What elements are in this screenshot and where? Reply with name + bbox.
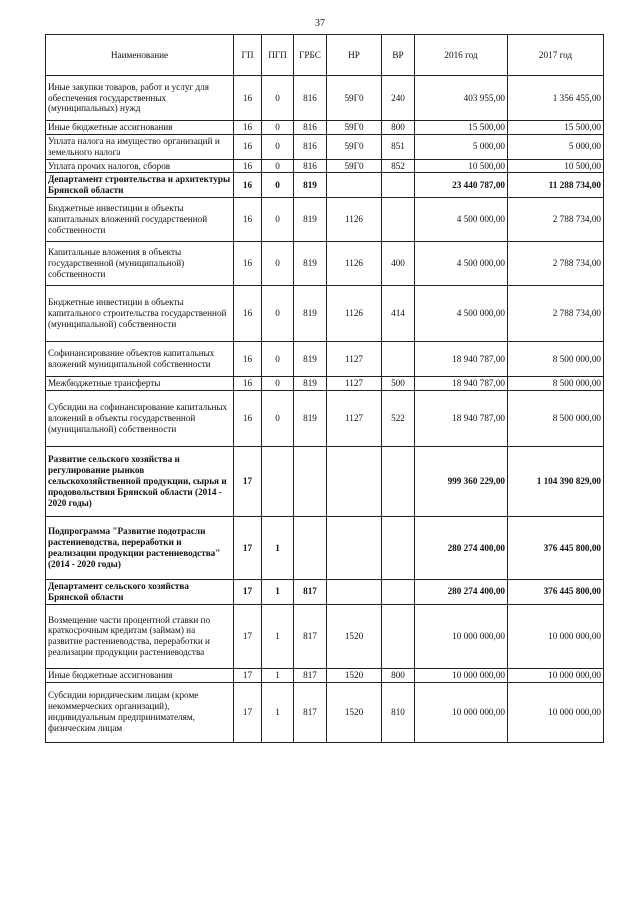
row-pgp: 1: [262, 668, 294, 682]
row-vr: [382, 198, 415, 242]
row-nr: 59Г0: [327, 159, 382, 173]
row-2017: 1 104 390 829,00: [508, 447, 604, 517]
row-grbs: 819: [294, 173, 327, 198]
row-nr: 1127: [327, 391, 382, 447]
table-row: [46, 391, 604, 447]
table-row: [46, 682, 604, 742]
row-name: Субсидии юридическим лицам (кроме некоммерческих организаций), индивидуальным предпринимателям, физическим лицам: [46, 682, 234, 742]
row-pgp: 0: [262, 286, 294, 342]
row-2016: 10 000 000,00: [415, 604, 508, 668]
header-2017: 2017 год: [508, 35, 604, 76]
table-row: [46, 377, 604, 391]
row-nr: 1126: [327, 198, 382, 242]
table-row: [46, 121, 604, 135]
row-grbs: 816: [294, 134, 327, 159]
row-vr: [382, 173, 415, 198]
row-name: Капитальные вложения в объекты государственной (муниципальной) собственности: [46, 242, 234, 286]
table-row: [46, 76, 604, 121]
row-2017: 8 500 000,00: [508, 342, 604, 377]
table-row: [46, 447, 604, 517]
header-2016: 2016 год: [415, 35, 508, 76]
table-row: [46, 668, 604, 682]
row-2017: 2 788 734,00: [508, 242, 604, 286]
header-nr: НР: [327, 35, 382, 76]
row-nr: 1520: [327, 604, 382, 668]
row-2016: 280 274 400,00: [415, 580, 508, 605]
row-2016: 4 500 000,00: [415, 242, 508, 286]
row-nr: 1126: [327, 242, 382, 286]
row-vr: 240: [382, 76, 415, 121]
row-pgp: 1: [262, 604, 294, 668]
row-pgp: 0: [262, 342, 294, 377]
row-pgp: 0: [262, 173, 294, 198]
row-grbs: 819: [294, 198, 327, 242]
row-nr: [327, 173, 382, 198]
row-grbs: 819: [294, 286, 327, 342]
page-number: 37: [315, 18, 325, 29]
header-grbs: ГРБС: [294, 35, 327, 76]
row-nr: 59Г0: [327, 76, 382, 121]
row-pgp: 0: [262, 377, 294, 391]
row-vr: 400: [382, 242, 415, 286]
row-name: Иные закупки товаров, работ и услуг для обеспечения государственных (муниципальных) нужд: [46, 76, 234, 121]
row-name: Подпрограмма "Развитие подотрасли растениеводства, переработки и реализации продукции растениеводства" (2014 - 2020 годы): [46, 517, 234, 580]
table-row: [46, 134, 604, 159]
table-row: [46, 342, 604, 377]
row-2016: 18 940 787,00: [415, 342, 508, 377]
row-nr: 1520: [327, 668, 382, 682]
row-grbs: 816: [294, 159, 327, 173]
row-gp: 16: [234, 377, 262, 391]
row-pgp: 1: [262, 580, 294, 605]
row-gp: 17: [234, 517, 262, 580]
row-vr: 500: [382, 377, 415, 391]
table-row: [46, 159, 604, 173]
header-name: Наименование: [46, 35, 234, 76]
row-vr: 810: [382, 682, 415, 742]
row-nr: [327, 580, 382, 605]
row-pgp: 0: [262, 242, 294, 286]
row-2016: 403 955,00: [415, 76, 508, 121]
row-2017: 1 356 455,00: [508, 76, 604, 121]
row-grbs: 817: [294, 580, 327, 605]
row-2016: 18 940 787,00: [415, 391, 508, 447]
row-2016: 5 000,00: [415, 134, 508, 159]
row-pgp: 0: [262, 134, 294, 159]
row-name: Развитие сельского хозяйства и регулирование рынков сельскохозяйственной продукции, сырья и продовольствия Брянской области (2014 - 2020 годы): [46, 447, 234, 517]
row-2016: 10 000 000,00: [415, 668, 508, 682]
table-header-row: [46, 35, 604, 76]
row-pgp: 0: [262, 159, 294, 173]
row-name: Межбюджетные трансферты: [46, 377, 234, 391]
row-2017: 5 000,00: [508, 134, 604, 159]
row-pgp: 1: [262, 682, 294, 742]
row-vr: 414: [382, 286, 415, 342]
row-grbs: 817: [294, 668, 327, 682]
row-name: Бюджетные инвестиции в объекты капитального строительства государственной (муниципальной) собственности: [46, 286, 234, 342]
row-2016: 280 274 400,00: [415, 517, 508, 580]
row-nr: [327, 517, 382, 580]
header-pgp: ПГП: [262, 35, 294, 76]
row-grbs: 819: [294, 391, 327, 447]
row-vr: 851: [382, 134, 415, 159]
row-2016: 4 500 000,00: [415, 286, 508, 342]
header-gp: ГП: [234, 35, 262, 76]
row-pgp: 0: [262, 76, 294, 121]
row-2016: 23 440 787,00: [415, 173, 508, 198]
row-gp: 17: [234, 682, 262, 742]
table-row: [46, 604, 604, 668]
row-2016: 15 500,00: [415, 121, 508, 135]
row-gp: 17: [234, 604, 262, 668]
row-gp: 17: [234, 580, 262, 605]
row-grbs: 819: [294, 342, 327, 377]
budget-table: [45, 34, 604, 743]
row-nr: 1127: [327, 377, 382, 391]
row-nr: [327, 447, 382, 517]
row-gp: 17: [234, 668, 262, 682]
row-2017: 376 445 800,00: [508, 517, 604, 580]
row-2017: 2 788 734,00: [508, 286, 604, 342]
row-gp: 16: [234, 198, 262, 242]
row-2016: 18 940 787,00: [415, 377, 508, 391]
row-gp: 16: [234, 134, 262, 159]
table-row: [46, 198, 604, 242]
row-pgp: 0: [262, 198, 294, 242]
row-2016: 4 500 000,00: [415, 198, 508, 242]
row-name: Уплата прочих налогов, сборов: [46, 159, 234, 173]
row-vr: 522: [382, 391, 415, 447]
row-gp: 16: [234, 159, 262, 173]
row-gp: 16: [234, 391, 262, 447]
row-nr: 59Г0: [327, 121, 382, 135]
row-gp: 16: [234, 173, 262, 198]
row-pgp: [262, 447, 294, 517]
row-gp: 16: [234, 242, 262, 286]
row-nr: 1127: [327, 342, 382, 377]
row-2017: 11 288 734,00: [508, 173, 604, 198]
table-row: [46, 173, 604, 198]
row-name: Иные бюджетные ассигнования: [46, 121, 234, 135]
row-2017: 10 500,00: [508, 159, 604, 173]
row-name: Субсидии на софинансирование капитальных вложений в объекты государственной (муниципальной) собственности: [46, 391, 234, 447]
row-2017: 10 000 000,00: [508, 604, 604, 668]
row-grbs: 819: [294, 377, 327, 391]
row-name: Софинансирование объектов капитальных вложений муниципальной собственности: [46, 342, 234, 377]
row-nr: 59Г0: [327, 134, 382, 159]
row-nr: 1520: [327, 682, 382, 742]
row-grbs: 817: [294, 604, 327, 668]
row-name: Уплата налога на имущество организаций и земельного налога: [46, 134, 234, 159]
row-gp: 16: [234, 342, 262, 377]
row-vr: 800: [382, 121, 415, 135]
row-grbs: 817: [294, 682, 327, 742]
row-2017: 376 445 800,00: [508, 580, 604, 605]
table-row: [46, 580, 604, 605]
row-gp: 17: [234, 447, 262, 517]
row-2017: 8 500 000,00: [508, 377, 604, 391]
row-2016: 999 360 229,00: [415, 447, 508, 517]
row-grbs: [294, 517, 327, 580]
row-2017: 10 000 000,00: [508, 668, 604, 682]
row-gp: 16: [234, 121, 262, 135]
row-2016: 10 000 000,00: [415, 682, 508, 742]
row-grbs: 819: [294, 242, 327, 286]
row-vr: 852: [382, 159, 415, 173]
row-pgp: 0: [262, 121, 294, 135]
row-vr: 800: [382, 668, 415, 682]
table-row: [46, 286, 604, 342]
row-vr: [382, 604, 415, 668]
row-grbs: [294, 447, 327, 517]
row-pgp: 1: [262, 517, 294, 580]
row-nr: 1126: [327, 286, 382, 342]
row-name: Бюджетные инвестиции в объекты капитальных вложений государственной собственности: [46, 198, 234, 242]
row-name: Департамент сельского хозяйства Брянской области: [46, 580, 234, 605]
row-pgp: 0: [262, 391, 294, 447]
row-grbs: 816: [294, 121, 327, 135]
row-2017: 15 500,00: [508, 121, 604, 135]
row-name: Департамент строительства и архитектуры Брянской области: [46, 173, 234, 198]
row-2017: 2 788 734,00: [508, 198, 604, 242]
row-2017: 8 500 000,00: [508, 391, 604, 447]
row-gp: 16: [234, 286, 262, 342]
row-vr: [382, 517, 415, 580]
row-grbs: 816: [294, 76, 327, 121]
header-vr: ВР: [382, 35, 415, 76]
row-name: Возмещение части процентной ставки по краткосрочным кредитам (займам) на развитие растениеводства, переработки и реализации продукции растениеводства: [46, 604, 234, 668]
row-2017: 10 000 000,00: [508, 682, 604, 742]
row-name: Иные бюджетные ассигнования: [46, 668, 234, 682]
row-gp: 16: [234, 76, 262, 121]
row-2016: 10 500,00: [415, 159, 508, 173]
table-row: [46, 242, 604, 286]
table-row: [46, 517, 604, 580]
row-vr: [382, 580, 415, 605]
row-vr: [382, 342, 415, 377]
row-vr: [382, 447, 415, 517]
